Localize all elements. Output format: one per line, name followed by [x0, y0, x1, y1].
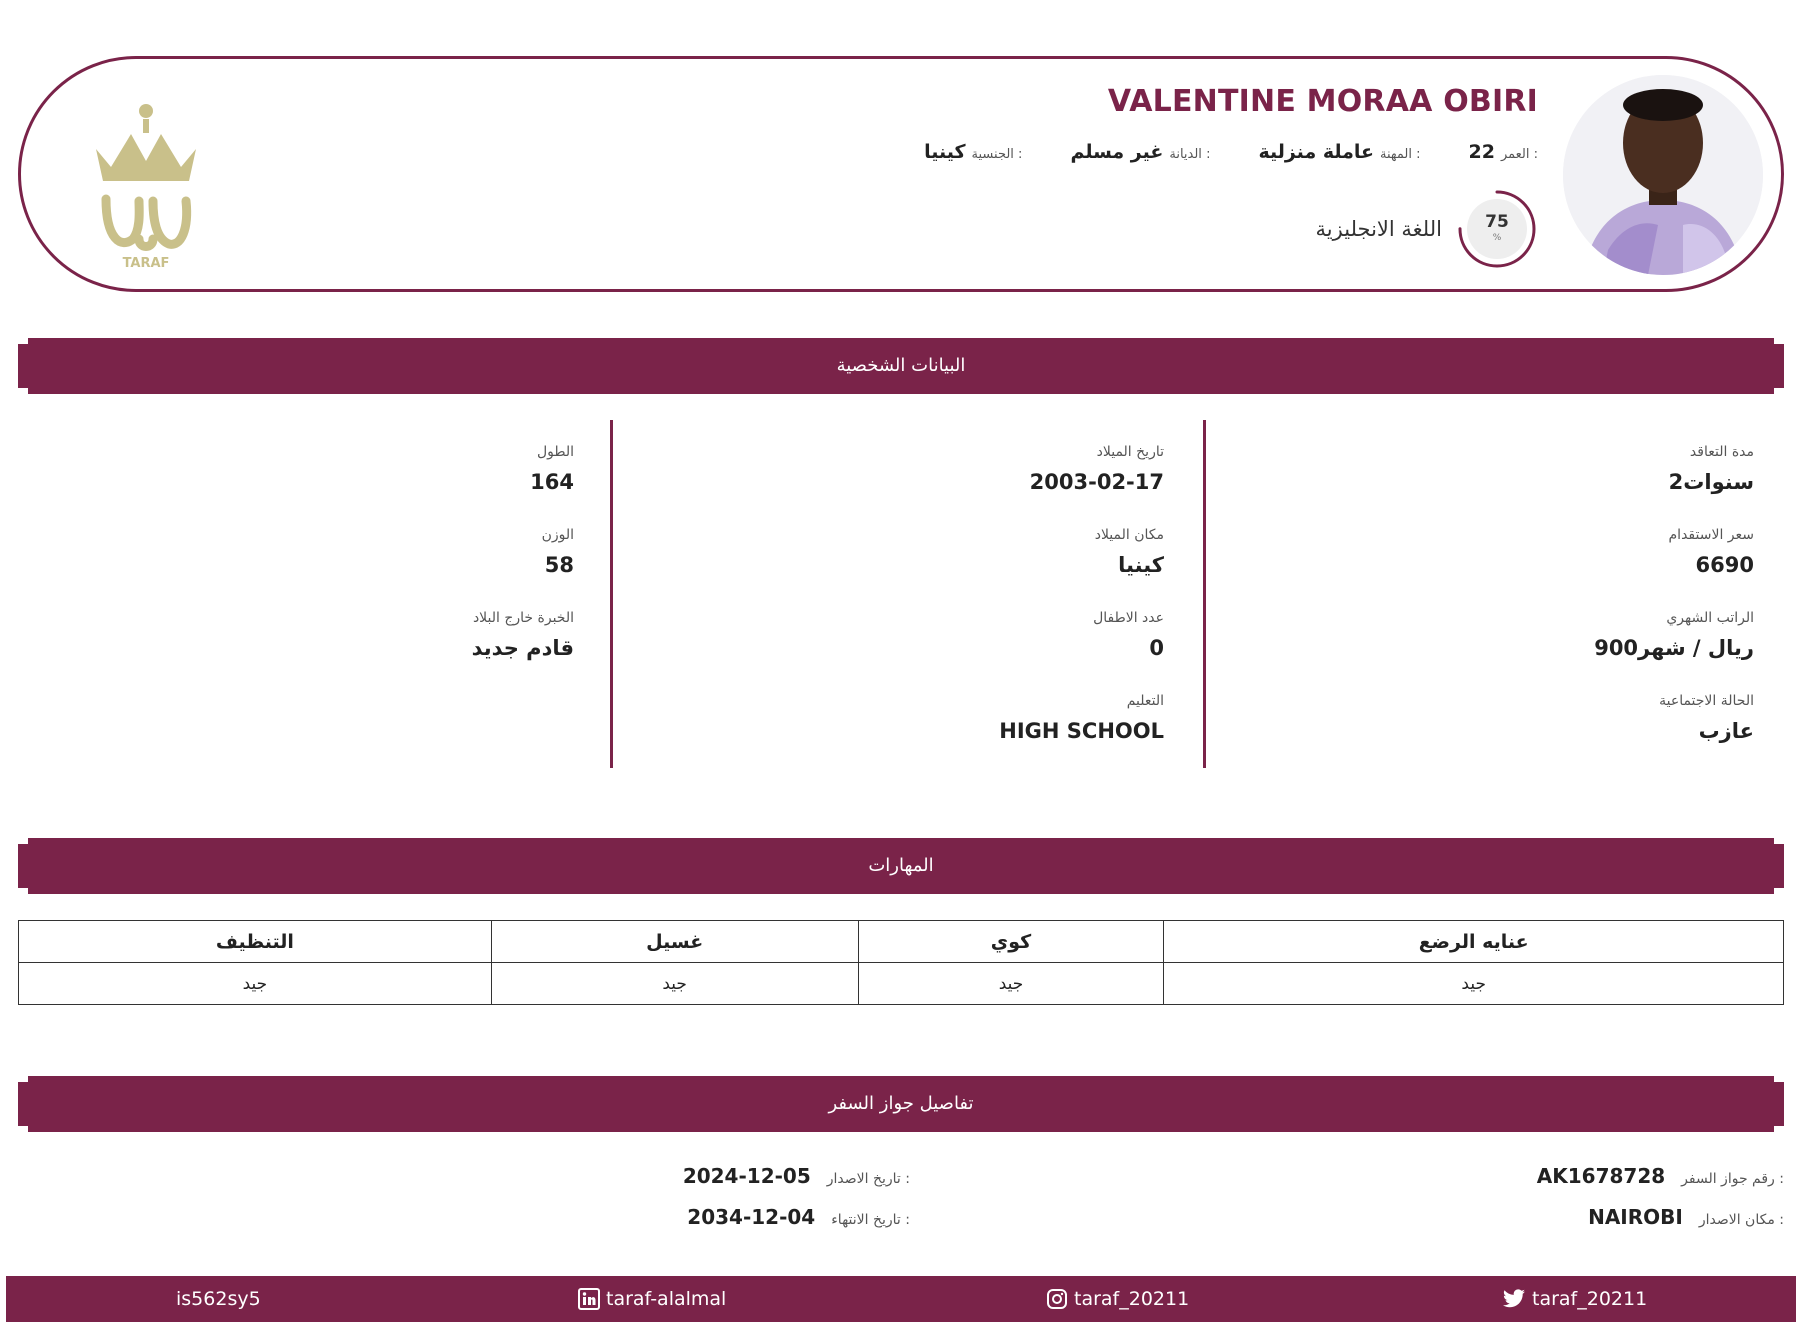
- field-weight: [54, 503, 574, 586]
- personal-column-3: [54, 420, 574, 768]
- instagram-icon: [1046, 1288, 1068, 1310]
- fact-value: غير مسلم: [1070, 141, 1164, 163]
- field-label: الخبرة خارج البلاد: [472, 610, 574, 626]
- skill-level: جيد: [858, 963, 1164, 1005]
- field-label: الراتب الشهري: [1666, 610, 1754, 626]
- fact-age: [1468, 141, 1538, 163]
- section-title: البيانات الشخصية: [836, 355, 966, 376]
- field-value: عازب: [1698, 719, 1754, 743]
- candidate-name: VALENTINE MORAA OBIRI: [1107, 84, 1538, 119]
- footer-code-text: is562sy5: [176, 1288, 261, 1310]
- linkedin-handle: taraf-alalmal: [606, 1288, 727, 1310]
- personal-column-1: [1214, 420, 1754, 768]
- field-label: تاريخ الميلاد: [1096, 444, 1164, 460]
- skills-table: [18, 920, 1784, 1005]
- field-contract-duration: [1214, 420, 1754, 503]
- fact-label: المهنة :: [1379, 147, 1421, 162]
- skill-level: جيد: [491, 963, 858, 1005]
- skill-header: كوي: [858, 921, 1164, 963]
- language-gauge: [1456, 188, 1538, 270]
- field-value: 58: [544, 553, 574, 577]
- footer-code: [176, 1276, 261, 1322]
- field-monthly-salary: [1214, 586, 1754, 669]
- field-label: الحالة الاجتماعية: [1659, 693, 1754, 709]
- profile-photo: [1563, 75, 1763, 275]
- language-score: 75: [1485, 212, 1509, 232]
- passport-value: NAIROBI: [1588, 1205, 1683, 1229]
- passport-value: AK1678728: [1536, 1164, 1666, 1188]
- passport-issue-place: [1588, 1205, 1784, 1229]
- fact-label: الديانة :: [1169, 147, 1211, 162]
- passport-number: [1537, 1164, 1784, 1188]
- field-value: 2003-02-17: [1029, 470, 1164, 494]
- table-row: [19, 963, 1784, 1005]
- footer-bar: [6, 1276, 1796, 1322]
- field-label: مدة التعاقد: [1689, 444, 1754, 460]
- field-value: 6690: [1695, 553, 1754, 577]
- footer-linkedin-link[interactable]: [578, 1276, 726, 1322]
- instagram-handle: taraf_20211: [1074, 1288, 1190, 1310]
- passport-label: رقم جواز السفر :: [1681, 1171, 1784, 1187]
- fact-value: عاملة منزلية: [1258, 141, 1374, 163]
- passport-value: 2024-12-05: [682, 1164, 811, 1188]
- field-value: قادم جديد: [471, 636, 574, 660]
- field-value: كينيا: [1118, 553, 1164, 577]
- field-experience-abroad: [54, 586, 574, 669]
- twitter-icon: [1502, 1288, 1526, 1310]
- section-title: تفاصيل جواز السفر: [828, 1093, 974, 1114]
- field-value: 900ريال / شهر: [1594, 636, 1754, 660]
- field-value: 2سنوات: [1668, 470, 1754, 494]
- skill-header: التنظيف: [19, 921, 492, 963]
- portrait-icon: [1563, 75, 1763, 275]
- field-birth-date: [644, 420, 1164, 503]
- field-label: التعليم: [1126, 693, 1164, 709]
- field-label: الوزن: [541, 527, 574, 543]
- section-passport-bar: [18, 1082, 1784, 1126]
- passport-label: مكان الاصدار :: [1698, 1212, 1784, 1228]
- taraf-logo: [81, 89, 211, 274]
- table-header-row: [19, 921, 1784, 963]
- passport-expiry-date: [687, 1205, 910, 1229]
- field-birth-place: [644, 503, 1164, 586]
- section-title: المهارات: [868, 855, 934, 876]
- fact-value: كينيا: [924, 141, 966, 163]
- fact-label: العمر :: [1500, 147, 1538, 162]
- field-label: سعر الاستقدام: [1668, 527, 1754, 543]
- language-label: اللغة الانجليزية: [1315, 217, 1442, 241]
- field-label: مكان الميلاد: [1094, 527, 1164, 543]
- skill-header: غسيل: [491, 921, 858, 963]
- passport-value: 2034-12-04: [687, 1205, 816, 1229]
- quick-facts: [876, 141, 1538, 163]
- language-unit: %: [1492, 233, 1502, 243]
- personal-column-2: [644, 420, 1164, 768]
- passport-details: [18, 1150, 1784, 1240]
- fact-religion: [1070, 141, 1210, 163]
- passport-label: تاريخ الانتهاء :: [831, 1212, 910, 1228]
- crown-logo-icon: [81, 89, 211, 274]
- twitter-handle: taraf_20211: [1532, 1288, 1648, 1310]
- field-value: HIGH SCHOOL: [999, 719, 1164, 743]
- personal-data: [18, 420, 1784, 768]
- language-skill: [1316, 188, 1538, 270]
- skill-header: عنايه الرضع: [1164, 921, 1784, 963]
- fact-value: 22: [1468, 141, 1495, 163]
- skill-level: جيد: [1164, 963, 1784, 1005]
- field-education: [644, 669, 1164, 752]
- field-label: عدد الاطفال: [1093, 610, 1164, 626]
- section-personal-bar: [18, 344, 1784, 388]
- linkedin-icon: [578, 1288, 600, 1310]
- field-value: 0: [1149, 636, 1164, 660]
- passport-issue-date: [683, 1164, 910, 1188]
- field-recruitment-fee: [1214, 503, 1754, 586]
- column-divider: [610, 420, 613, 768]
- fact-nationality: [924, 141, 1022, 163]
- skill-level: جيد: [19, 963, 492, 1005]
- field-children-count: [644, 586, 1164, 669]
- fact-profession: [1258, 141, 1420, 163]
- field-value: 164: [530, 470, 574, 494]
- section-skills-bar: [18, 844, 1784, 888]
- logo-text: TARAF: [122, 256, 170, 271]
- column-divider: [1203, 420, 1206, 768]
- fact-label: الجنسية :: [971, 147, 1023, 162]
- footer-instagram-link[interactable]: [1046, 1276, 1189, 1322]
- passport-label: تاريخ الاصدار :: [826, 1171, 910, 1187]
- profile-header-card: [18, 56, 1784, 292]
- field-marital-status: [1214, 669, 1754, 752]
- field-height: [54, 420, 574, 503]
- footer-twitter-link[interactable]: [1502, 1276, 1647, 1322]
- field-label: الطول: [536, 444, 574, 460]
